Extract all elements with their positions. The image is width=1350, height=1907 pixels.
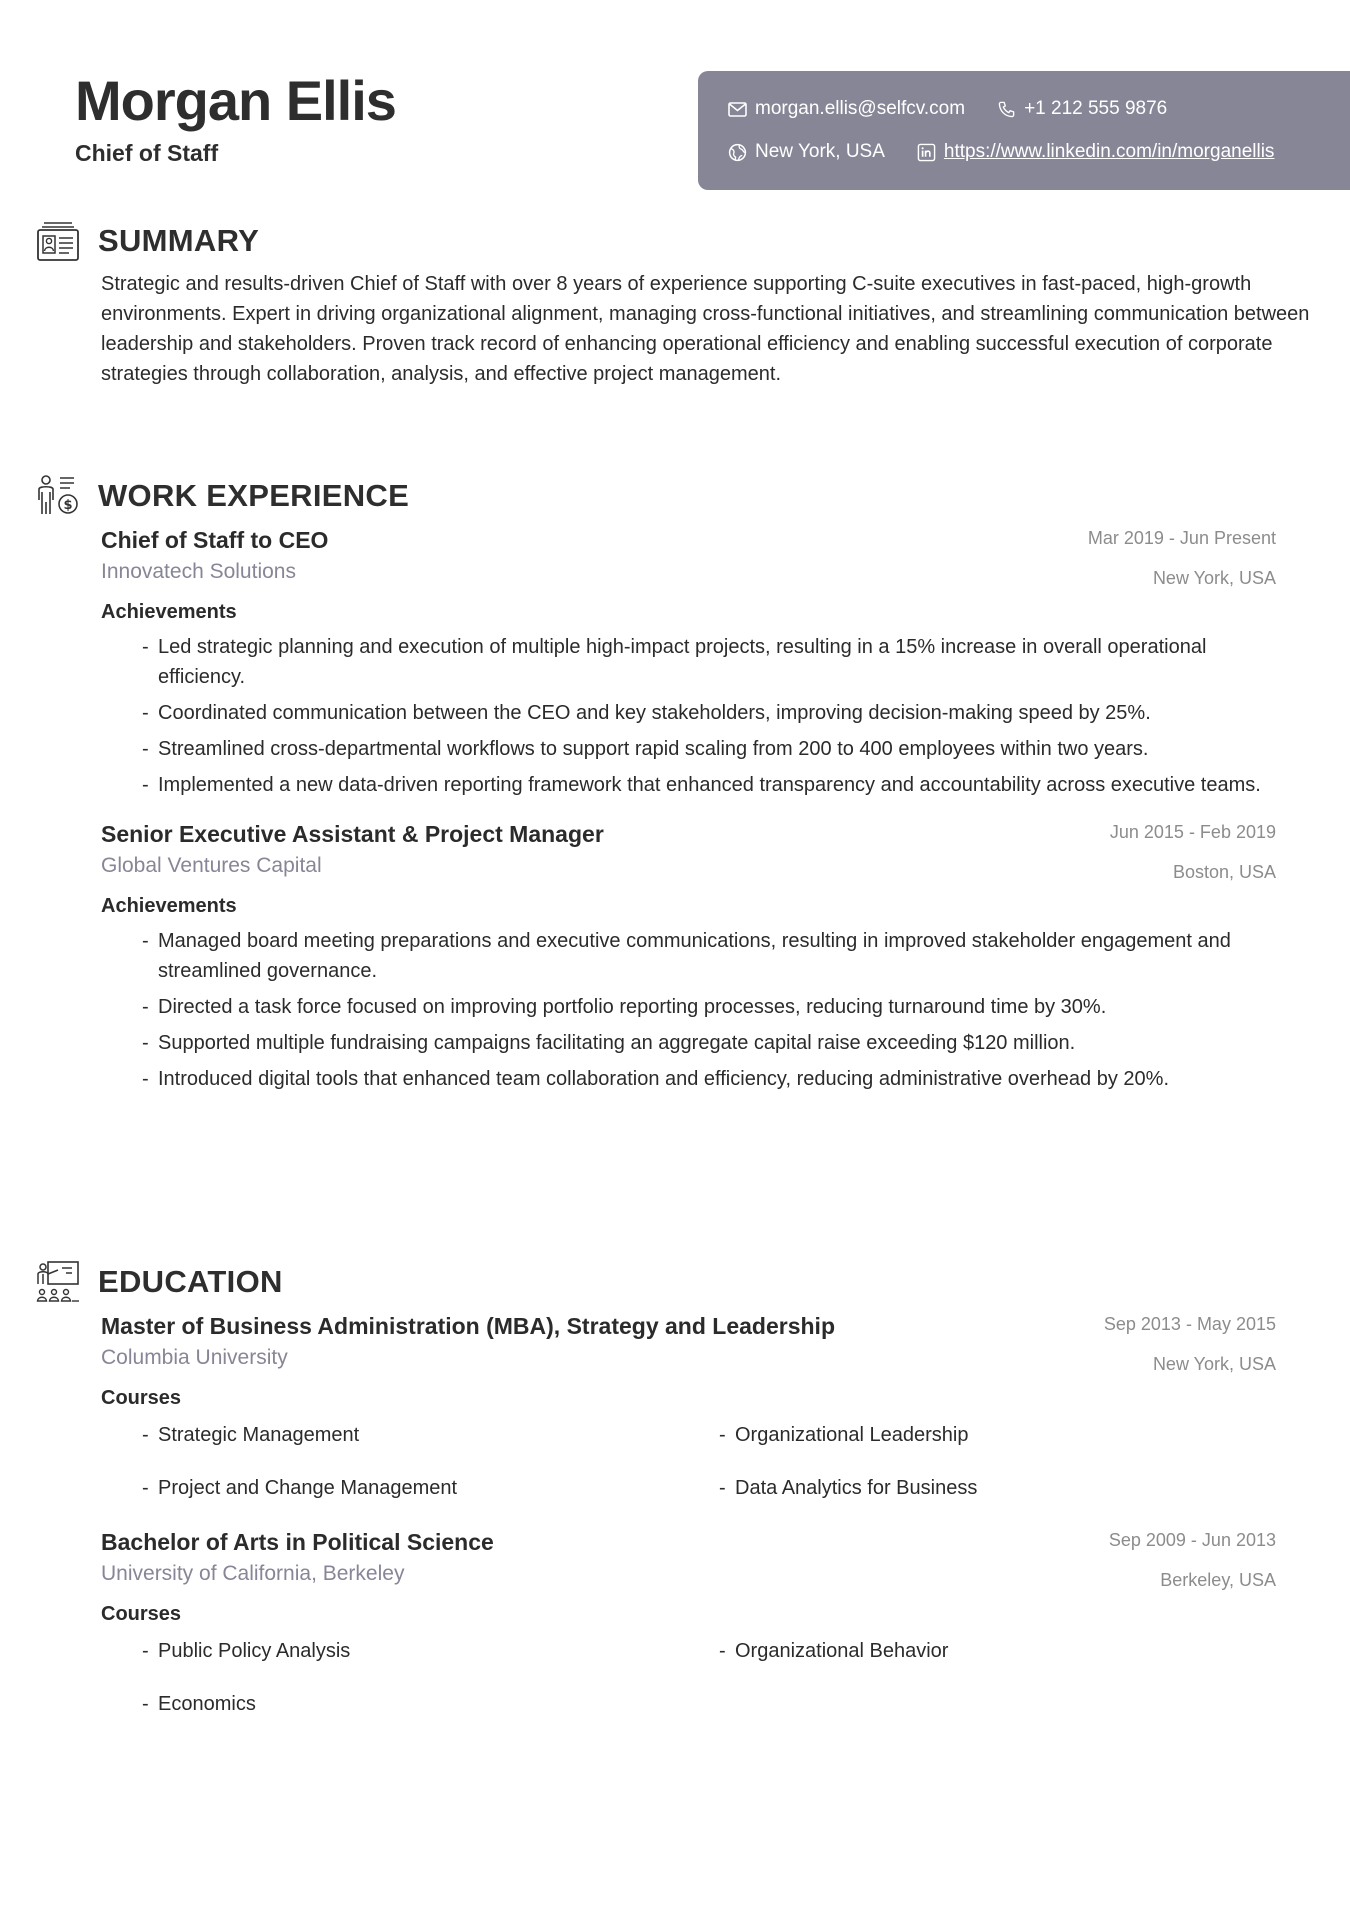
courses-label: Courses [101, 1387, 182, 1409]
degree-entry [101, 1310, 1276, 1526]
company-name: Innovatech Solutions [101, 560, 296, 583]
degree-dates: Sep 2009 - Jun 2013 [1108, 1530, 1276, 1550]
course-item: - Strategic Management [158, 1420, 735, 1473]
course-item: - Project and Change Management [158, 1473, 735, 1526]
degree-title: Master of Business Administration (MBA), Strategy and Leadership [101, 1313, 835, 1339]
contact-email[interactable] [728, 98, 965, 120]
summary-paragraph: Strategic and results-driven Chief of Staff with over 8 years of experience supporting C-suite executives in fast-paced, high-growth environments. Expert in driving organizational alignment, managing cross-functional initiatives, and streamlining communication between leadership and stakeholders. Proven track record of enhancing operational efficiency and enabling successful execution of corporate strategies through collaboration, analysis, and effective project management. [101, 273, 1310, 385]
achievements-list [101, 926, 1276, 1094]
achievements-label: Achievements [101, 601, 237, 623]
achievement-item: - Implemented a new data-driven reporting framework that enhanced transparency and accountability across executive teams. [158, 770, 1276, 800]
degree-entry [101, 1526, 1276, 1742]
experience-heading: WORK EXPERIENCE [98, 478, 410, 513]
email-text[interactable]: morgan.ellis@selfcv.com [755, 98, 966, 119]
degree-location: Berkeley, USA [1160, 1570, 1276, 1590]
achievement-item: - Introduced digital tools that enhanced team collaboration and efficiency, reducing administrative overhead by 20%. [158, 1064, 1276, 1094]
globe-icon [728, 143, 747, 162]
candidate-name: Morgan Ellis [75, 69, 396, 132]
degree-title: Bachelor of Arts in Political Science [101, 1529, 494, 1555]
job-entry [101, 524, 1276, 800]
school-name: Columbia University [101, 1346, 288, 1369]
contact-linkedin[interactable] [917, 141, 1275, 163]
school-name: University of California, Berkeley [101, 1562, 405, 1585]
courses-label: Courses [101, 1603, 182, 1625]
course-item: - Organizational Behavior [735, 1636, 1295, 1689]
contact-phone[interactable] [997, 98, 1167, 120]
course-item: - Data Analytics for Business [735, 1473, 1295, 1526]
achievement-item: - Streamlined cross-departmental workflows to support rapid scaling from 200 to 400 employees within two years. [158, 734, 1276, 764]
degree-location: New York, USA [1152, 1354, 1276, 1374]
id-card-icon [36, 219, 80, 263]
envelope-icon [728, 102, 747, 117]
achievements-list [101, 632, 1276, 800]
achievement-item: - Managed board meeting preparations and executive communications, resulting in improved stakeholder engagement and streamlined governance. [158, 926, 1276, 986]
course-item: - Economics [158, 1689, 735, 1742]
candidate-role: Chief of Staff [75, 140, 219, 166]
courses-list [101, 1420, 1276, 1526]
course-item: - Organizational Leadership [735, 1420, 1295, 1473]
phone-icon [997, 100, 1016, 119]
course-item: - Public Policy Analysis [158, 1636, 735, 1689]
achievement-item: - Coordinated communication between the CEO and key stakeholders, improving decision-making speed by 25%. [158, 698, 1276, 728]
education-heading: EDUCATION [98, 1264, 283, 1299]
summary-section [36, 219, 1310, 389]
contact-location [728, 141, 885, 163]
achievement-item: - Supported multiple fundraising campaigns facilitating an aggregate capital raise exceeding $120 million. [158, 1028, 1276, 1058]
job-title: Chief of Staff to CEO [101, 527, 329, 553]
classroom-icon [36, 1260, 80, 1304]
location-text: New York, USA [755, 141, 885, 162]
education-section [36, 1260, 1276, 1742]
job-dates: Mar 2019 - Jun Present [1087, 528, 1276, 548]
linkedin-link[interactable]: https://www.linkedin.com/in/morganellis [943, 141, 1275, 162]
svg-text:$: $ [63, 498, 73, 513]
degree-dates: Sep 2013 - May 2015 [1103, 1314, 1276, 1334]
experience-section [36, 474, 1276, 1100]
job-location: New York, USA [1152, 568, 1276, 588]
job-title: Senior Executive Assistant & Project Manager [101, 821, 604, 847]
achievement-item: - Directed a task force focused on improving portfolio reporting processes, reducing turnaround time by 30%. [158, 992, 1276, 1022]
job-dates: Jun 2015 - Feb 2019 [1109, 822, 1276, 842]
company-name: Global Ventures Capital [101, 854, 322, 877]
achievements-label: Achievements [101, 895, 237, 917]
job-location: Boston, USA [1172, 862, 1276, 882]
linkedin-icon [917, 143, 936, 162]
courses-list [101, 1636, 1276, 1742]
contact-panel [698, 71, 1350, 190]
phone-text[interactable]: +1 212 555 9876 [1024, 98, 1168, 119]
job-entry [101, 818, 1276, 1094]
achievement-item: - Led strategic planning and execution of multiple high-impact projects, resulting in a 15% increase in overall operational efficiency. [158, 632, 1276, 692]
summary-heading: SUMMARY [98, 223, 260, 258]
worker-salary-icon [36, 474, 80, 518]
